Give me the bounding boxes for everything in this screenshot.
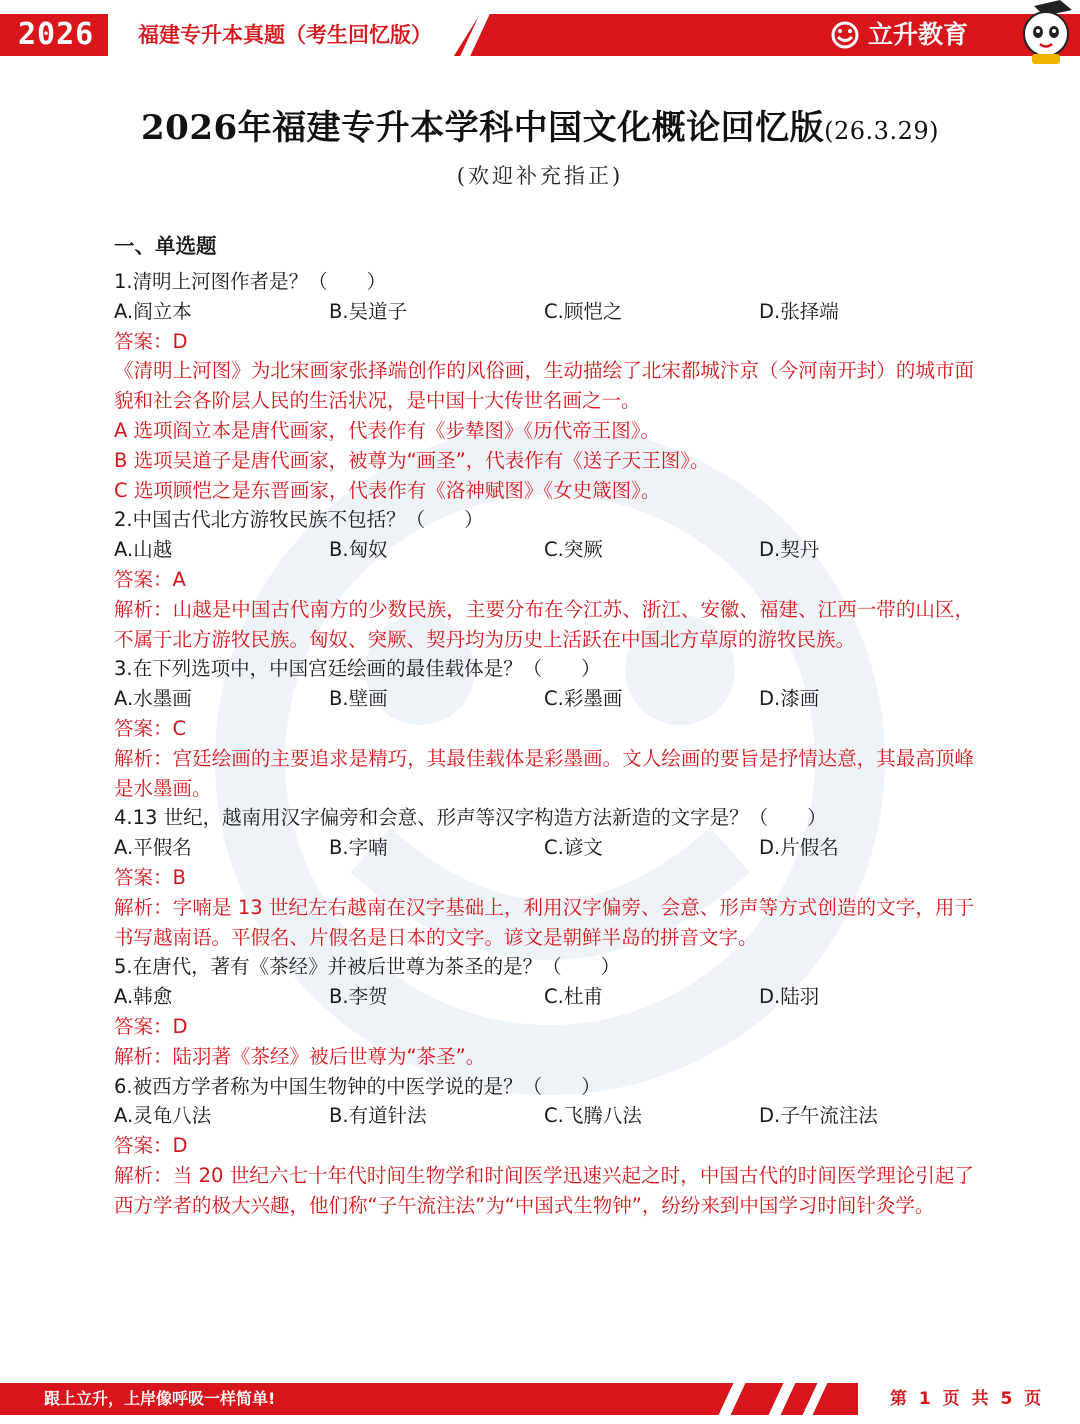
option-c: C.突厥: [544, 538, 603, 562]
option-c: C.杜甫: [544, 985, 603, 1009]
option-b: B.壁画: [329, 687, 388, 711]
page-footer: [0, 1383, 1080, 1415]
option-d: D.漆画: [759, 687, 820, 711]
question-stem: 2.中国古代北方游牧民族不包括？（ ）: [114, 508, 484, 532]
question-options: [114, 297, 974, 327]
question-list: [114, 231, 974, 1221]
header-brand: [830, 14, 968, 56]
option-d: D.子午流注法: [759, 1104, 878, 1128]
page-header: [0, 0, 1080, 72]
brand-logo-icon: [830, 20, 860, 50]
question-stem: 1.清明上河图作者是？（ ）: [114, 270, 387, 293]
option-a: A.山越: [114, 538, 173, 562]
option-d: D.陆羽: [759, 985, 820, 1009]
document-title-text: 2026年福建专升本学科中国文化概论回忆版: [141, 108, 825, 148]
explanation-text: C 选项顾恺之是东晋画家，代表作有《洛神赋图》《女史箴图》。: [114, 478, 661, 502]
option-a: A.水墨画: [114, 687, 192, 711]
header-year: 2026: [18, 17, 95, 52]
question-stem: 4.13 世纪，越南用汉字偏旁和会意、形声等汉字构造方法新造的文字是？（ ）: [114, 806, 827, 830]
answer-line: 答案：D: [114, 1134, 188, 1158]
option-b: B.有道针法: [329, 1104, 427, 1128]
option-a: A.平假名: [114, 836, 192, 860]
option-c: C.顾恺之: [544, 299, 623, 323]
page-number: 第 1 页 共 5 页: [890, 1389, 1045, 1409]
explanation-text: 《清明上河图》为北宋画家张择端创作的风俗画，生动描绘了北宋都城汴京（今河南开封）的城市面貌和社会各阶层人民的生活状况，是中国十大传世名画之一。: [114, 359, 974, 413]
question-item: [114, 267, 974, 505]
option-b: B.字喃: [329, 836, 388, 860]
option-d: D.片假名: [759, 836, 839, 860]
question-stem: 5.在唐代，著有《茶经》并被后世尊为茶圣的是？（ ）: [114, 955, 621, 979]
answer-line: 答案：B: [114, 865, 186, 889]
header-series-title: 福建专升本真题（考生回忆版）: [138, 23, 432, 47]
explanation-text: 解析：山越是中国古代南方的少数民族，主要分布在今江苏、浙江、安徽、福建、江西一带的山区，不属于北方游牧民族。匈奴、突厥、契丹均为历史上活跃在中国北方草原的游牧民族。: [114, 597, 974, 651]
option-a: A.韩愈: [114, 985, 173, 1009]
question-options: [114, 833, 974, 863]
question-options: [114, 1101, 974, 1131]
option-c: C.彩墨画: [544, 687, 623, 711]
answer-line: 答案：D: [114, 1014, 188, 1038]
option-b: B.吴道子: [329, 299, 408, 323]
question-item: [114, 1072, 974, 1221]
option-b: B.匈奴: [329, 538, 388, 562]
option-a: A.灵龟八法: [114, 1104, 212, 1128]
answer-line: 答案：D: [114, 329, 188, 353]
question-options: [114, 684, 974, 714]
question-item: [114, 803, 974, 952]
option-d: D.张择端: [759, 299, 839, 323]
explanation-text: 解析：陆羽著《茶经》被后世尊为“茶圣”。: [114, 1044, 486, 1068]
answer-line: 答案：C: [114, 716, 187, 740]
explanation-text: 解析：字喃是 13 世纪左右越南在汉字基础上，利用汉字偏旁、会意、形声等方式创造的文字，用于书写越南语。平假名、片假名是日本的文字。谚文是朝鲜半岛的拼音文字。: [114, 895, 974, 949]
option-c: C.谚文: [544, 836, 603, 860]
question-item: [114, 505, 974, 654]
brand-name: 立升教育: [868, 20, 969, 49]
question-options: [114, 535, 974, 565]
footer-slogan: 跟上立升，上岸像呼吸一样简单!: [44, 1389, 276, 1408]
document-date: (26.3.29): [824, 117, 939, 145]
option-b: B.李贺: [329, 985, 388, 1009]
question-item: [114, 654, 974, 803]
answer-line: 答案：A: [114, 567, 186, 591]
explanation-text: 解析：当 20 世纪六七十年代时间生物学和时间医学迅速兴起之时，中国古代的时间医学理论引起了西方学者的极大兴趣，他们称“子午流注法”为“中国式生物钟”，纷纷来到中国学习时间针灸学。: [114, 1163, 974, 1217]
question-options: [114, 982, 974, 1012]
question-stem: 6.被西方学者称为中国生物钟的中医学说的是？（ ）: [114, 1074, 601, 1098]
question-item: [114, 952, 974, 1071]
explanation-text: B 选项吴道子是唐代画家，被尊为“画圣”，代表作有《送子天王图》。: [114, 448, 710, 472]
question-stem: 3.在下列选项中，中国宫廷绘画的最佳载体是？（ ）: [114, 657, 601, 681]
option-c: C.飞腾八法: [544, 1104, 642, 1128]
option-a: A.阎立本: [114, 299, 192, 323]
explanation-text: 解析：宫廷绘画的主要追求是精巧，其最佳载体是彩墨画。文人绘画的要旨是抒情达意，其最高顶峰是水墨画。: [114, 746, 974, 800]
document-title: [0, 100, 1080, 149]
section-heading: 一、单选题: [114, 234, 217, 258]
panda-mascot-icon: [1012, 0, 1080, 66]
document-subtitle: (欢迎补充指正): [456, 164, 624, 188]
option-d: D.契丹: [759, 538, 820, 562]
explanation-text: A 选项阎立本是唐代画家，代表作有《步辇图》《历代帝王图》。: [114, 418, 661, 442]
